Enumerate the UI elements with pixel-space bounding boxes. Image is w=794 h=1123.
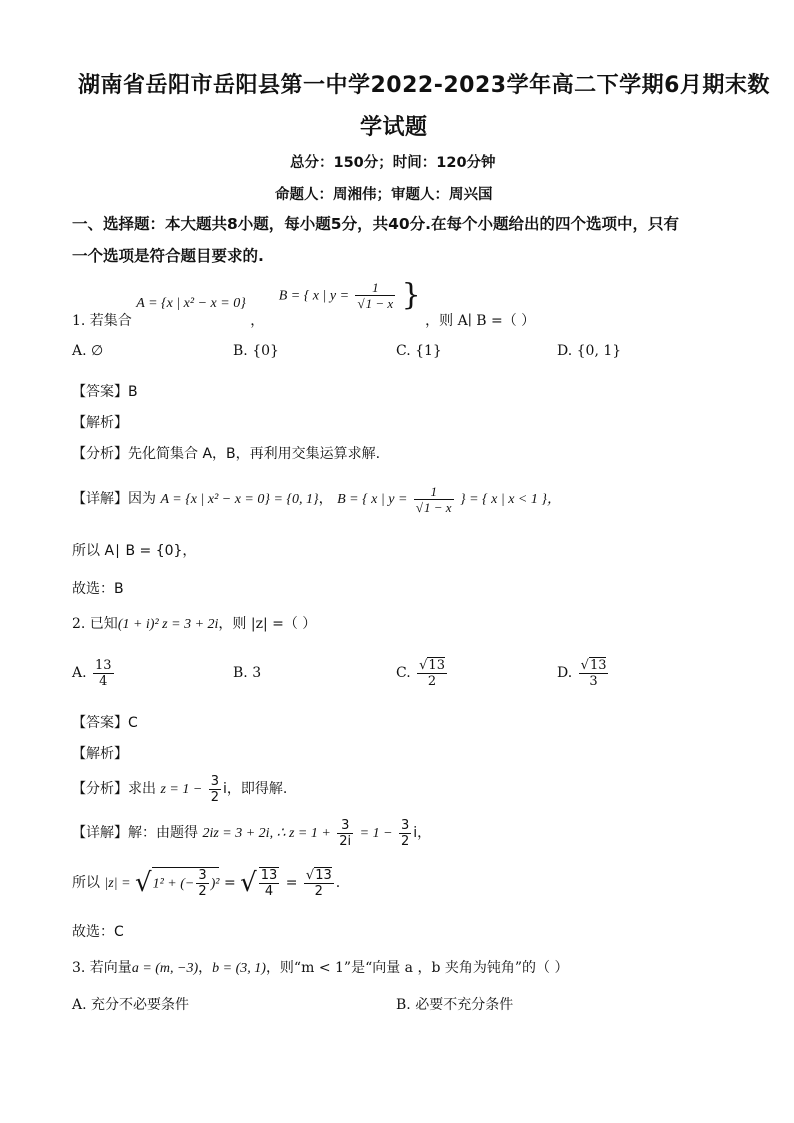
q1-option-b: B. {0} (233, 343, 279, 359)
page-title-cont: 学试题 (360, 115, 428, 140)
q2-detail: 【详解】解：由题得 2iz = 3 + 2i, ∴ z = 1 + $\frac{3}{2i}$ = 1 − $\frac{3}{2}$ i， (72, 817, 432, 849)
page-title: 湖南省岳阳市岳阳县第一中学2022-2023学年高二下学期6月期末数 (78, 73, 770, 98)
question-3: 3. 若向量a = (m, −3)，b = (3, 1)，则“m < 1”是“向量 a ，b 夹角为钝角”的（ ） (72, 960, 569, 976)
q2-option-b: B. 3 (233, 665, 262, 681)
q1-analysis-label: 【解析】 (72, 415, 128, 431)
q2-analysis-label: 【解析】 (72, 746, 128, 762)
q3-vector-b: b = (3, 1) (212, 961, 266, 976)
q2-answer: 【答案】C (72, 715, 138, 731)
q2-fenxi: 【分析】求出 z = 1 − $\frac{3}{2}$ i，即得解. (72, 773, 288, 805)
q1-result: 所以 A∣ B = {0}， (72, 543, 197, 559)
q3-option-b: B. 必要不充分条件 (396, 997, 514, 1013)
section-heading: 一、选择题：本大题共8小题，每小题5分，共40分.在每个小题给出的四个选项中，只有 (72, 215, 680, 233)
q2-choose: 故选：C (72, 924, 124, 940)
q2-option-c: C. $\frac{√13}{2}$ (396, 657, 445, 689)
q3-vector-a: a = (m, −3) (131, 961, 199, 976)
q1-set-b: B = { x | y = $\frac{1}{√1 - x}$ } (278, 277, 421, 313)
q1-option-c: C. {1} (396, 343, 442, 359)
q1-set-a: A = {x | x² − x = 0} (136, 296, 246, 311)
q3-option-a: A. 充分不必要条件 (72, 997, 190, 1013)
q1-answer: 【答案】B (72, 384, 138, 400)
question-2: 2. 已知(1 + i)² z = 3 + 2i，则 |z| =（ ） (72, 616, 317, 632)
q2-stem: (1 + i)² z = 3 + 2i (117, 617, 219, 632)
q1-detail: 【详解】因为 A = {x | x² − x = 0} = {0, 1}， B = { x | y = $\frac{1}{√1 - x}$ } = { x | x < 1 }， (72, 483, 561, 515)
question-1: 1. 若集合 A = {x | x² − x = 0} ， B = { x | y = $\frac{1}{√1 - x}$ } ，则 A∣ B =（ ） (72, 277, 536, 329)
section-heading-cont: 一个选项是符合题目要求的. (72, 247, 264, 265)
q1-number: 1. 若集合 (72, 313, 132, 329)
exam-meta-score-time: 总分：150分；时间：120分钟 (290, 155, 496, 171)
q1-option-a: A. ∅ (72, 343, 104, 359)
q2-option-d: D. $\frac{√13}{3}$ (557, 657, 607, 689)
q2-result: 所以 |z| = √1² + (− $\frac{3}{2}$ )² = √ $\frac{13}{4}$ = $\frac{√13}{2}$ . (72, 867, 341, 899)
exam-meta-authors: 命题人：周湘伟；审题人：周兴国 (275, 187, 493, 203)
q1-fenxi: 【分析】先化简集合 A，B，再利用交集运算求解. (72, 446, 381, 462)
q1-option-d: D. {0, 1} (557, 343, 622, 359)
q1-tail: ，则 A∣ B =（ ） (425, 313, 536, 329)
q1-choose: 故选：B (72, 581, 124, 597)
q2-option-a: A. $\frac{13}{4}$ (72, 657, 112, 689)
